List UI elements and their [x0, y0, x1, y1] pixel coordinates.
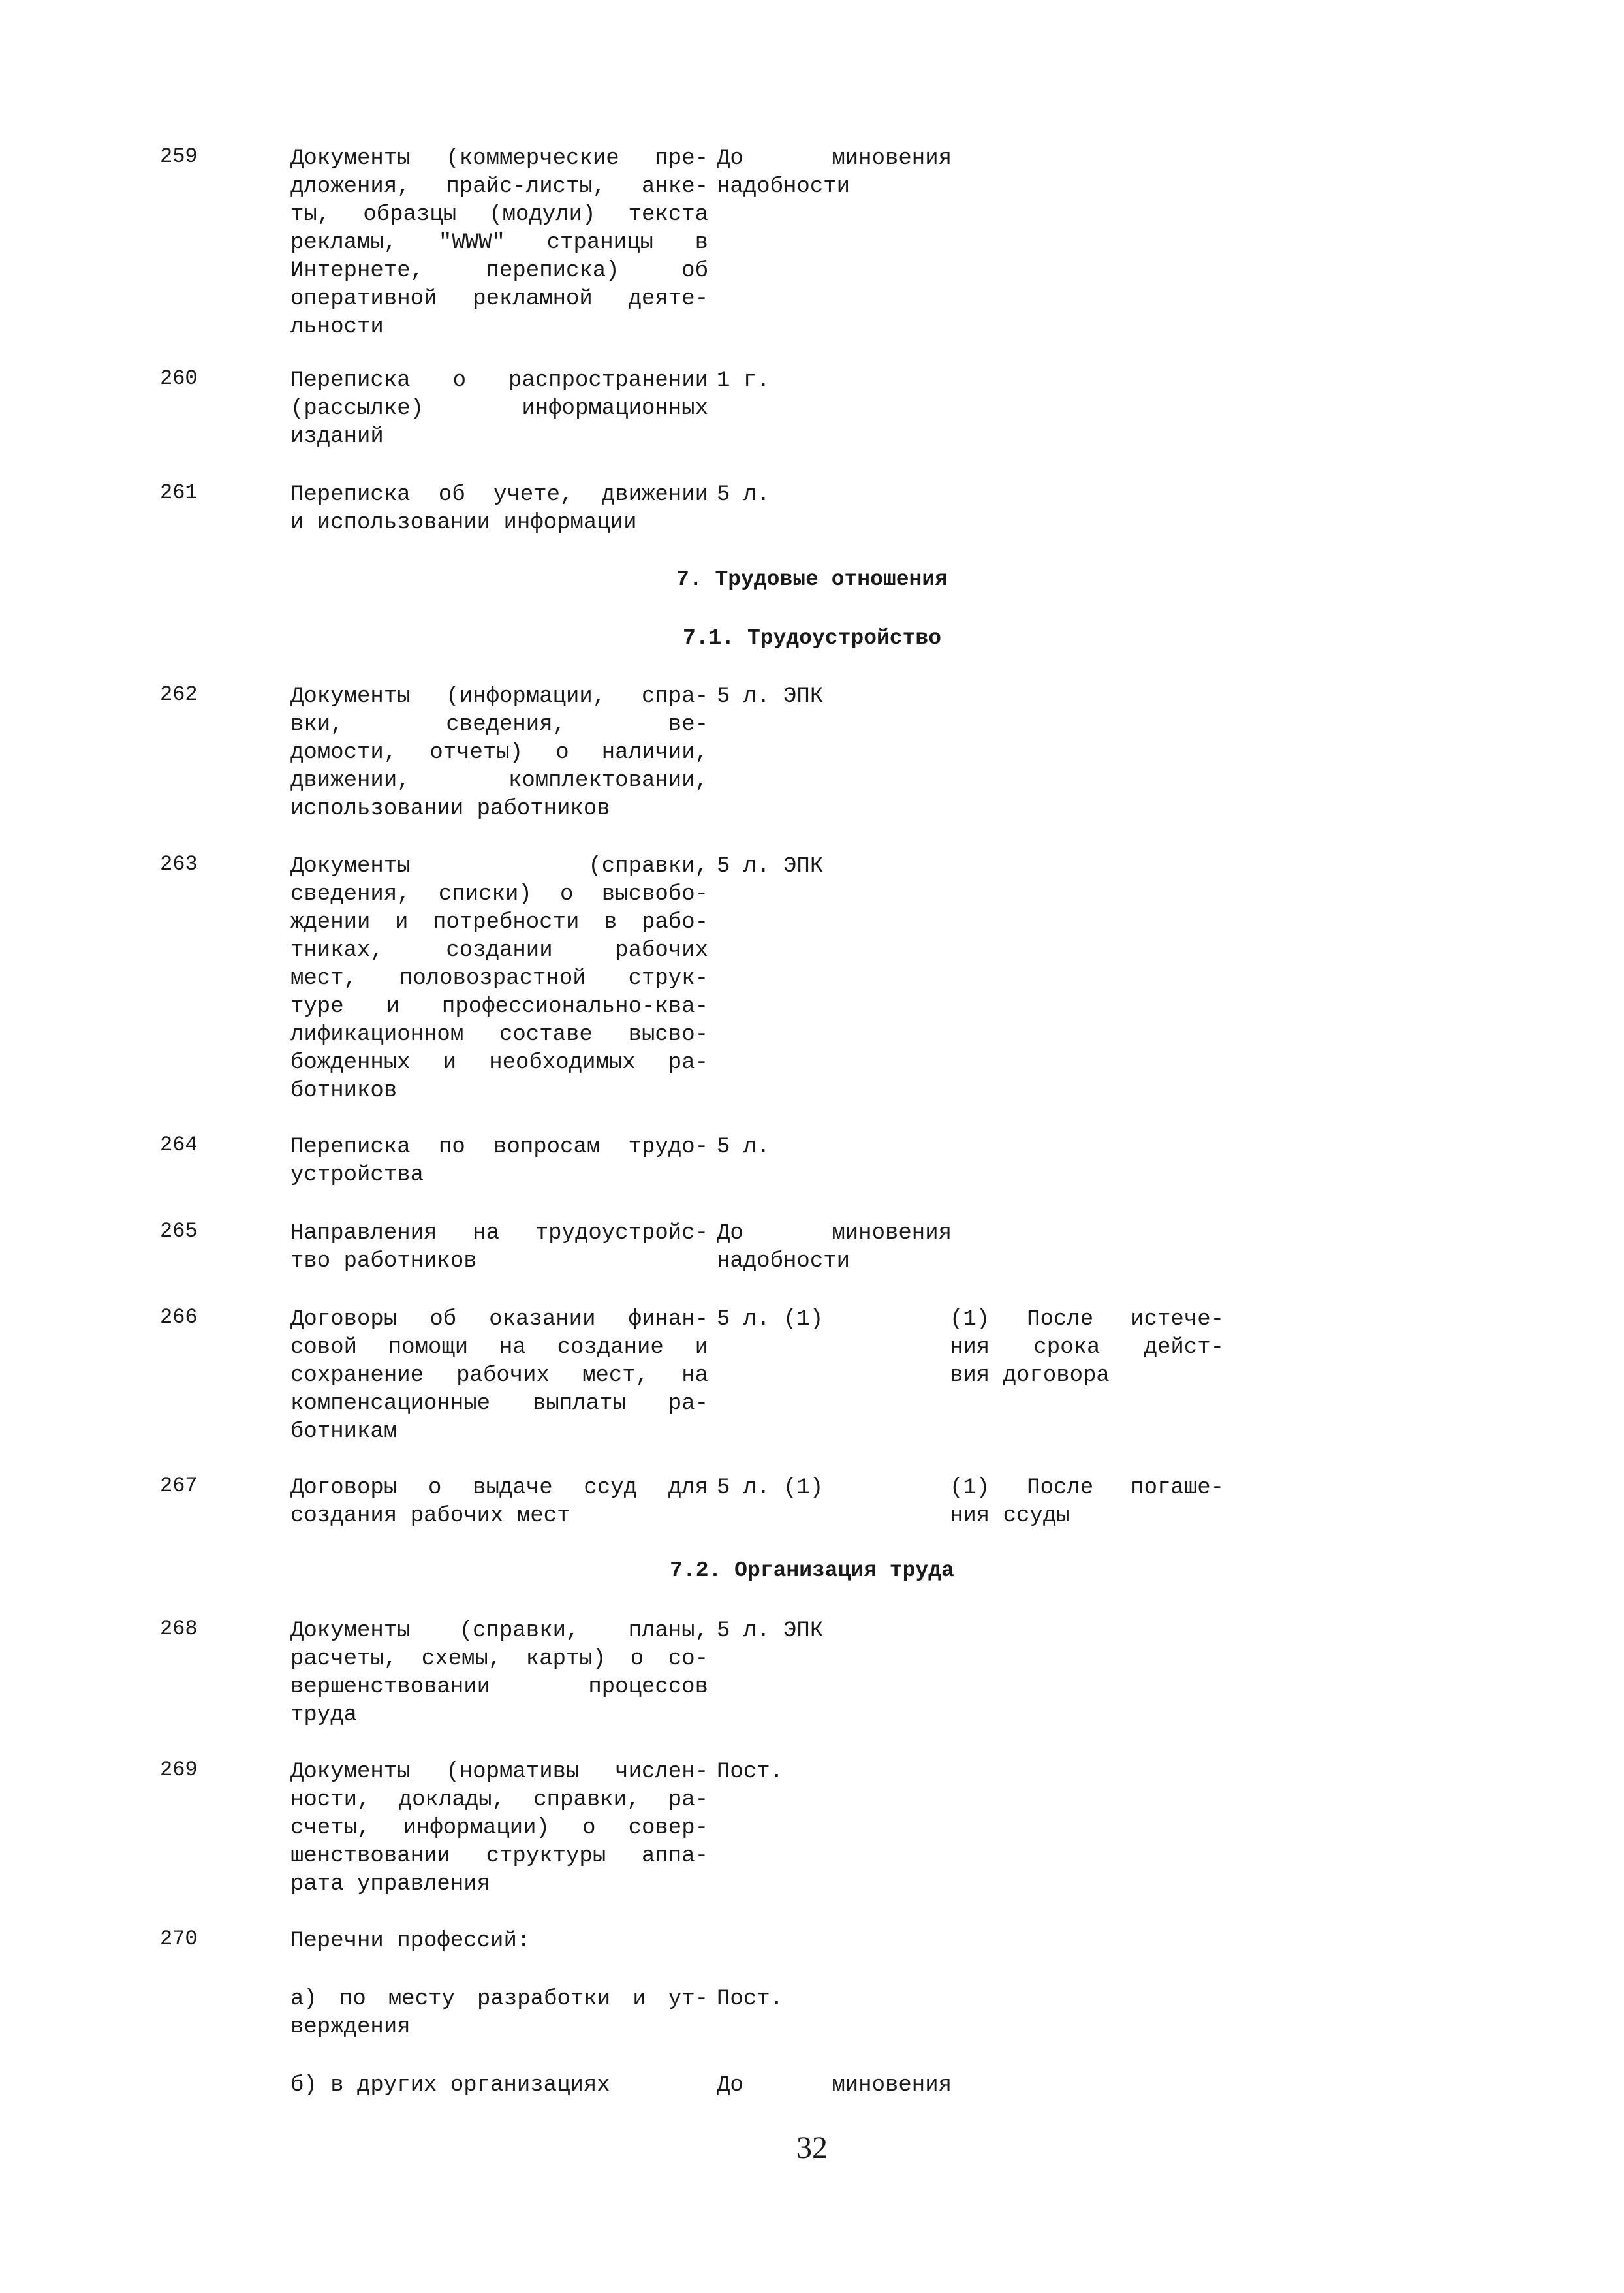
retention-term: До миновения надобности: [717, 146, 952, 199]
item-description: Перечни профессий:: [290, 1929, 531, 1953]
item-number: 264: [160, 1133, 198, 1157]
retention-term: До миновения: [717, 2073, 952, 2098]
section-heading-7-1: 7.1. Трудоустройство: [682, 626, 942, 650]
item-description: Документы (справки, сведения, списки) о высвобо- ждении и потребности в рабо- тниках, создании рабочих мест, половозрастной струк- туре и профессионально-ква- лификационном составе высво- божденных и необходимых ра- ботников: [290, 854, 708, 1103]
retention-term: 5 л. ЭПК: [717, 854, 824, 879]
item-number: 268: [160, 1617, 198, 1641]
section-heading-7: 7. Трудовые отношения: [676, 567, 948, 592]
retention-term: 1 г.: [717, 368, 770, 393]
item-number: 263: [160, 852, 198, 876]
item-description: а) по месту разработки и ут- верждения: [290, 1987, 708, 2040]
item-description: Направления на трудоустройс- тво работников: [290, 1221, 708, 1274]
item-number: 266: [160, 1305, 198, 1329]
item-number: 261: [160, 481, 198, 505]
item-description: б) в других организациях: [290, 2073, 610, 2098]
retention-term: Пост.: [717, 1987, 784, 2012]
item-note: (1) После погаше- ния ссуды: [950, 1476, 1224, 1528]
item-description: Документы (нормативы числен- ности, доклады, справки, ра- счеты, информации) о совер- шенствовании структуры аппа- рата управления: [290, 1760, 708, 1897]
item-description: Переписка по вопросам трудо- устройства: [290, 1135, 708, 1188]
retention-term: 5 л.: [717, 1135, 770, 1160]
section-heading-7-2: 7.2. Организация труда: [670, 1558, 954, 1583]
page-number: 32: [796, 2130, 828, 2165]
item-number: 269: [160, 1758, 198, 1782]
item-number: 260: [160, 366, 198, 390]
item-description: Договоры об оказании финан- совой помощи на создание и сохранение рабочих мест, на компенсационные выплаты ра- ботникам: [290, 1307, 708, 1444]
item-number: 265: [160, 1219, 198, 1243]
retention-term: 5 л. (1): [717, 1307, 824, 1332]
item-number: 267: [160, 1474, 198, 1498]
retention-term: 5 л. (1): [717, 1476, 824, 1500]
retention-term: До миновения надобности: [717, 1221, 952, 1274]
item-description: Переписка о распространении (рассылке) информационных изданий: [290, 368, 708, 449]
item-description: Переписка об учете, движении и использовании информации: [290, 482, 708, 535]
item-note: (1) После истече- ния срока дейст- вия договора: [950, 1307, 1224, 1388]
retention-term: 5 л. ЭПК: [717, 684, 824, 709]
item-description: Договоры о выдаче ссуд для создания рабочих мест: [290, 1476, 708, 1528]
item-number: 262: [160, 682, 198, 706]
retention-term: 5 л. ЭПК: [717, 1619, 824, 1643]
retention-term: 5 л.: [717, 482, 770, 507]
item-description: Документы (коммерческие пре- дложения, прайс-листы, анке- ты, образцы (модули) текста рекламы, "WWW" страницы в Интернете, переписка) об оперативной рекламной деяте- льности: [290, 146, 708, 340]
item-description: Документы (информации, спра- вки, сведения, ве- домости, отчеты) о наличии, движении, комплектовании, использовании работников: [290, 684, 708, 821]
item-number: 259: [160, 144, 198, 168]
retention-term: Пост.: [717, 1760, 784, 1784]
item-number: 270: [160, 1927, 198, 1951]
item-description: Документы (справки, планы, расчеты, схемы, карты) о со- вершенствовании процессов труда: [290, 1619, 708, 1728]
